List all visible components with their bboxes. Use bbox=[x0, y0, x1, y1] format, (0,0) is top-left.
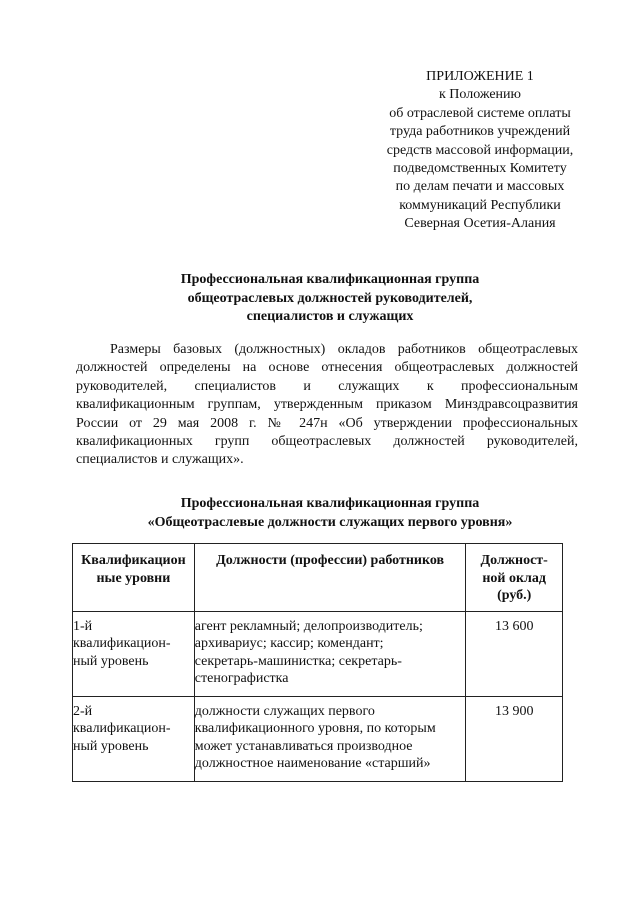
appendix-line: подведомственных Комитету bbox=[393, 161, 567, 177]
paragraph-line: должностей определены на основе отнесения общеотраслевых должностей bbox=[76, 360, 578, 376]
table-row bbox=[73, 696, 563, 781]
group-title-line: Профессиональная квалификационная группа bbox=[180, 496, 480, 511]
appendix-line: средств массовой информации, bbox=[386, 142, 574, 158]
body-paragraph bbox=[76, 341, 578, 470]
appendix-line: по делам печати и массовых bbox=[395, 179, 565, 195]
cell-salary: 13 900 bbox=[466, 696, 563, 781]
paragraph-line: квалификационным группам, утвержденным приказом Минздравсоцразвития bbox=[76, 397, 578, 413]
group-title bbox=[60, 495, 600, 532]
salary-table bbox=[72, 543, 563, 782]
table-row bbox=[73, 611, 563, 696]
appendix-line: к Положению bbox=[438, 87, 521, 103]
paragraph-line: Размеры базовых (должностных) окладов работников общеотраслевых bbox=[110, 342, 578, 357]
paragraph-line: специалистов и служащих». bbox=[76, 452, 244, 468]
section-title bbox=[60, 271, 600, 327]
section-title-line: специалистов и служащих bbox=[246, 309, 414, 324]
paragraph-line: квалификационных групп общеотраслевых должностей руководителей, bbox=[76, 433, 578, 449]
appendix-line: Северная Осетия-Алания bbox=[404, 216, 556, 232]
header-level: Квалификацион ные уровни bbox=[73, 544, 195, 612]
section-title-line: Профессиональная квалификационная группа bbox=[180, 272, 480, 287]
header-positions: Должности (профессии) работников bbox=[194, 544, 466, 612]
group-title-line: «Общеотраслевые должности служащих первого уровня» bbox=[147, 514, 513, 530]
appendix-header bbox=[362, 68, 598, 234]
cell-positions: агент рекламный; делопроизводитель; архивариус; кассир; комендант; секретарь-машинистка; секретарь- стенографистка bbox=[194, 611, 466, 696]
table-header-row bbox=[73, 544, 563, 612]
appendix-line: об отраслевой системе оплаты bbox=[389, 105, 571, 121]
header-salary: Должност- ной оклад (руб.) bbox=[466, 544, 563, 612]
cell-level: 1-й квалификацион- ный уровень bbox=[73, 611, 195, 696]
appendix-line: ПРИЛОЖЕНИЕ 1 bbox=[426, 69, 534, 84]
appendix-line: труда работников учреждений bbox=[389, 124, 571, 140]
cell-salary: 13 600 bbox=[466, 611, 563, 696]
cell-positions: должности служащих первого квалификационного уровня, по которым может устанавливаться производное должностное наименование «старший» bbox=[194, 696, 466, 781]
section-title-line: общеотраслевых должностей руководителей, bbox=[187, 290, 473, 306]
appendix-line: коммуникаций Республики bbox=[399, 197, 561, 213]
paragraph-line: России от 29 мая 2008 г. № 247н «Об утверждении профессиональных bbox=[76, 415, 578, 431]
paragraph-line: руководителей, специалистов и служащих к профессиональным bbox=[76, 378, 578, 394]
cell-level: 2-й квалификацион- ный уровень bbox=[73, 696, 195, 781]
